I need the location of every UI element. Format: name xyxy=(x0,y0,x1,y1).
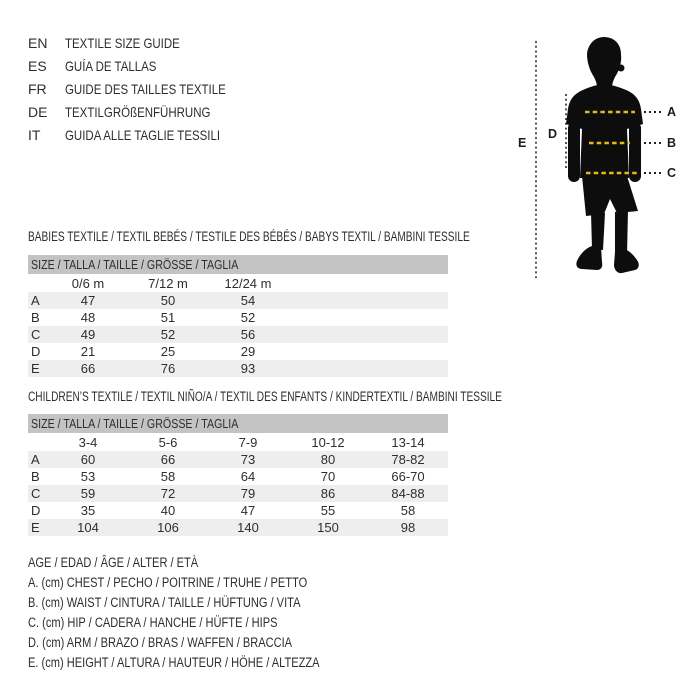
table-cell: 48 xyxy=(80,310,96,325)
legend-waist: B. (cm) WAIST / CINTURA / TAILLE / HÜFTUNG / VITA xyxy=(28,594,301,610)
table-cell: 35 xyxy=(80,503,96,518)
table-cell: 54 xyxy=(240,293,256,308)
table-cell: 93 xyxy=(240,361,256,376)
table-cell: 78-82 xyxy=(391,452,425,467)
table-cell: 21 xyxy=(80,344,96,359)
table-cell: 70 xyxy=(320,469,336,484)
table-row-d xyxy=(28,502,448,519)
table-cell: 150 xyxy=(317,520,339,535)
language-title: GUIDA ALLE TAGLIE TESSILI xyxy=(65,126,221,143)
table-cell: 47 xyxy=(80,293,96,308)
language-title: GUIDE DES TAILLES TEXTILE xyxy=(65,80,226,97)
table-cell: 73 xyxy=(240,452,256,467)
children-section-title: CHILDREN’S TEXTILE / TEXTIL NIÑO/A / TEXTIL DES ENFANTS / KINDERTEXTIL / BAMBINI TESSILE xyxy=(28,389,502,404)
column-header: 0/6 m xyxy=(71,275,105,291)
table-cell: 25 xyxy=(160,344,176,359)
language-code: EN xyxy=(28,34,48,51)
legend-chest: A. (cm) CHEST / PECHO / POITRINE / TRUHE / PETTO xyxy=(28,574,308,590)
language-row-de xyxy=(28,100,261,123)
row-label: A xyxy=(31,452,40,467)
size-header-bar: SIZE / TALLA / TAILLE / GRÖSSE / TAGLIA xyxy=(28,414,448,433)
language-row-en xyxy=(28,31,261,54)
silhouette-shorts xyxy=(582,176,638,216)
language-code: IT xyxy=(28,126,41,143)
row-label: E xyxy=(31,520,40,535)
table-row-b xyxy=(28,468,448,485)
table-cell: 140 xyxy=(237,520,259,535)
table-row-d xyxy=(28,343,448,360)
marker-label-arm: D xyxy=(548,127,558,141)
language-row-es xyxy=(28,54,261,77)
column-header: 5-6 xyxy=(158,434,178,450)
table-cell: 98 xyxy=(400,520,416,535)
language-title: GUÍA DE TALLAS xyxy=(65,57,157,74)
child-silhouette-diagram xyxy=(505,28,690,293)
measurement-legend xyxy=(28,552,384,672)
silhouette-ear xyxy=(618,65,625,72)
column-header: 13-14 xyxy=(391,434,425,450)
language-code: ES xyxy=(28,57,47,74)
table-cell: 79 xyxy=(240,486,256,501)
table-cell: 104 xyxy=(77,520,99,535)
row-label: B xyxy=(31,469,40,484)
table-cell: 52 xyxy=(240,310,256,325)
marker-label-chest: A xyxy=(667,105,677,119)
language-title: TEXTILGRÖßENFÜHRUNG xyxy=(65,103,211,120)
silhouette-left-arm xyxy=(568,122,580,182)
table-cell: 59 xyxy=(80,486,96,501)
marker-label-height: E xyxy=(518,136,527,150)
column-header-row xyxy=(28,433,448,451)
babies-size-table xyxy=(28,255,448,377)
table-cell: 66-70 xyxy=(391,469,425,484)
row-label: C xyxy=(31,327,41,342)
measurement-figure xyxy=(505,28,690,293)
table-cell: 66 xyxy=(80,361,96,376)
table-cell: 56 xyxy=(240,327,256,342)
language-code: FR xyxy=(28,80,47,97)
column-header: 7/12 m xyxy=(148,275,188,291)
babies-section-title: BABIES TEXTILE / TEXTIL BEBÉS / TESTILE DES BÉBÉS / BABYS TEXTIL / BAMBINI TESSILE xyxy=(28,229,470,244)
column-header: 10-12 xyxy=(311,434,345,450)
silhouette-left-shoe xyxy=(576,246,602,270)
table-row-e xyxy=(28,360,448,377)
children-size-table xyxy=(28,414,448,536)
table-cell: 58 xyxy=(160,469,176,484)
table-cell: 60 xyxy=(80,452,96,467)
legend-age: AGE / EDAD / ÂGE / ALTER / ETÀ xyxy=(28,554,199,570)
table-cell: 106 xyxy=(157,520,179,535)
language-list xyxy=(28,31,261,146)
table-cell: 76 xyxy=(160,361,176,376)
table-cell: 49 xyxy=(80,327,96,342)
marker-label-hip: C xyxy=(667,166,677,180)
column-header: 7-9 xyxy=(238,434,258,450)
legend-hip: C. (cm) HIP / CADERA / HANCHE / HÜFTE / HIPS xyxy=(28,614,278,630)
table-cell: 53 xyxy=(80,469,96,484)
table-row-c xyxy=(28,326,448,343)
table-cell: 51 xyxy=(160,310,176,325)
table-cell: 72 xyxy=(160,486,176,501)
table-row-a xyxy=(28,451,448,468)
table-cell: 86 xyxy=(320,486,336,501)
legend-height: E. (cm) HEIGHT / ALTURA / HAUTEUR / HÖHE / ALTEZZA xyxy=(28,654,320,670)
silhouette-right-shoe xyxy=(614,249,639,273)
table-cell: 66 xyxy=(160,452,176,467)
table-row-c xyxy=(28,485,448,502)
row-label: C xyxy=(31,486,41,501)
column-header: 3-4 xyxy=(78,434,98,450)
table-cell: 55 xyxy=(320,503,336,518)
marker-label-waist: B xyxy=(667,136,677,150)
language-row-it xyxy=(28,123,261,146)
table-cell: 29 xyxy=(240,344,256,359)
table-row-a xyxy=(28,292,448,309)
row-label: A xyxy=(31,293,40,308)
table-cell: 50 xyxy=(160,293,176,308)
row-label: B xyxy=(31,310,40,325)
table-row-e xyxy=(28,519,448,536)
language-row-fr xyxy=(28,77,261,100)
silhouette-head xyxy=(587,37,621,88)
column-header-row xyxy=(28,274,448,292)
row-label: D xyxy=(31,344,41,359)
language-title: TEXTILE SIZE GUIDE xyxy=(65,34,180,51)
table-cell: 52 xyxy=(160,327,176,342)
table-cell: 64 xyxy=(240,469,256,484)
size-header-bar: SIZE / TALLA / TAILLE / GRÖSSE / TAGLIA xyxy=(28,255,448,274)
table-row-b xyxy=(28,309,448,326)
table-cell: 84-88 xyxy=(391,486,425,501)
table-cell: 40 xyxy=(160,503,176,518)
row-label: E xyxy=(31,361,40,376)
legend-arm: D. (cm) ARM / BRAZO / BRAS / WAFFEN / BRACCIA xyxy=(28,634,293,650)
table-cell: 58 xyxy=(400,503,416,518)
language-code: DE xyxy=(28,103,48,120)
row-label: D xyxy=(31,503,41,518)
column-header: 12/24 m xyxy=(224,275,272,291)
table-cell: 80 xyxy=(320,452,336,467)
table-cell: 47 xyxy=(240,503,256,518)
